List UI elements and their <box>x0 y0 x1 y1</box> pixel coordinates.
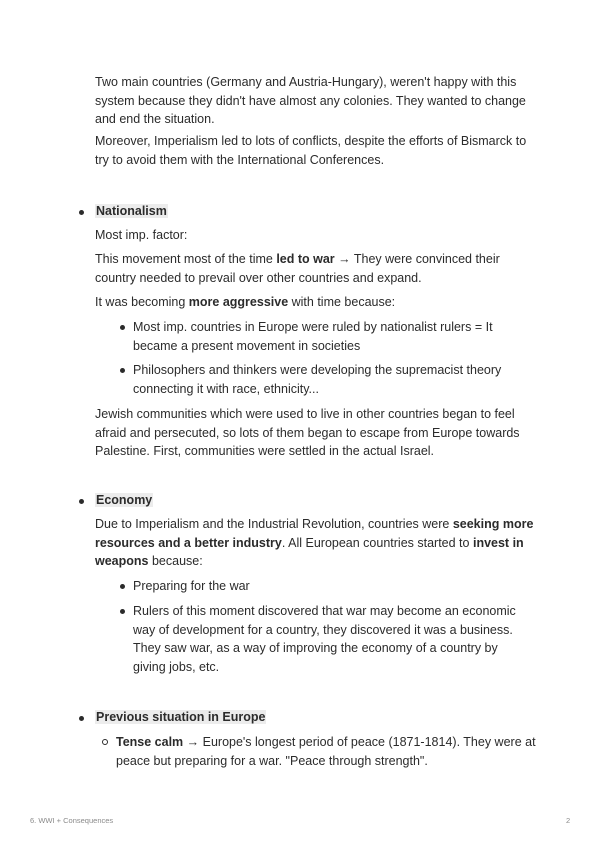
previous-heading <box>95 708 535 727</box>
nationalism-sub-1: Most imp. countries in Europe were ruled by nationalist rulers = It became a present movement in societies <box>133 320 493 353</box>
bullet-economy <box>79 499 84 504</box>
nationalism-paragraph-3: Jewish communities which were used to live in other countries began to feel afraid and persecuted, so lots of them began to escape from Europe towards Palestine. First, communities were settled in the actual Israel. <box>95 407 520 458</box>
bullet-previous <box>79 716 84 721</box>
economy-heading-text: Economy <box>96 493 153 507</box>
bullet-economy-sub-1 <box>120 584 125 589</box>
economy-paragraph-1 <box>95 515 535 571</box>
bullet-nationalism-sub-1 <box>120 325 125 330</box>
nationalism-paragraph-2 <box>95 293 535 312</box>
bullet-economy-sub-2 <box>120 609 125 614</box>
bold-run: invest in weapons <box>95 535 524 568</box>
economy-sub-1: Preparing for the war <box>133 579 250 593</box>
footer-title: 6. WWI + Consequences <box>30 816 114 825</box>
previous-heading-text: Previous situation in Europe <box>96 710 266 724</box>
nationalism-heading-text: Nationalism <box>96 204 167 218</box>
bold-run: seeking more resources and a better industry <box>95 517 534 550</box>
intro-paragraph-1: Two main countries (Germany and Austria-Hungary), weren't happy with this system because they didn't have almost any colonies. They wanted to change and end the situation. <box>95 75 526 126</box>
bold-run: Tense calm <box>116 735 184 749</box>
nationalism-heading <box>95 202 535 221</box>
economy-sub-2: Rulers of this moment discovered that war may become an economic way of development for a country, they discovered it was a business. They saw war, as a way of improving the economy of a country by giving jobs, etc. <box>133 604 516 674</box>
text-run: This movement most of the time <box>95 252 277 266</box>
nationalism-factor: Most imp. factor: <box>95 228 188 242</box>
nationalism-sub-2: Philosophers and thinkers were developing the supremacist theory connecting it with race, ethnicity... <box>133 363 502 396</box>
bold-run: more aggressive <box>188 295 289 309</box>
bullet-nationalism-sub-2 <box>120 368 125 373</box>
economy-heading <box>95 491 535 510</box>
bullet-previous-sub-1 <box>102 739 108 745</box>
text-run: . All European countries started to <box>281 535 473 550</box>
previous-sub-1 <box>116 733 536 770</box>
intro-paragraph-2: Moreover, Imperialism led to lots of conflicts, despite the efforts of Bismarck to try to avoid them with the International Conferences. <box>95 134 527 167</box>
text-run: Due to Imperialism and the Industrial Revolution, countries were <box>95 517 453 531</box>
text-run: It was becoming <box>95 295 189 309</box>
text-run: because: <box>148 554 203 568</box>
bold-run: led to war <box>276 252 335 266</box>
page-number: 2 <box>566 816 571 825</box>
text-run: → They were convinced their country needed to prevail over other countries and expand. <box>95 252 500 285</box>
nationalism-paragraph-1 <box>95 250 535 287</box>
text-run: with time because: <box>288 295 396 309</box>
text-run: → Europe's longest period of peace (1871-1814). They were at peace but preparing for a war. "Peace through strength". <box>116 735 536 768</box>
bullet-nationalism <box>79 210 84 215</box>
